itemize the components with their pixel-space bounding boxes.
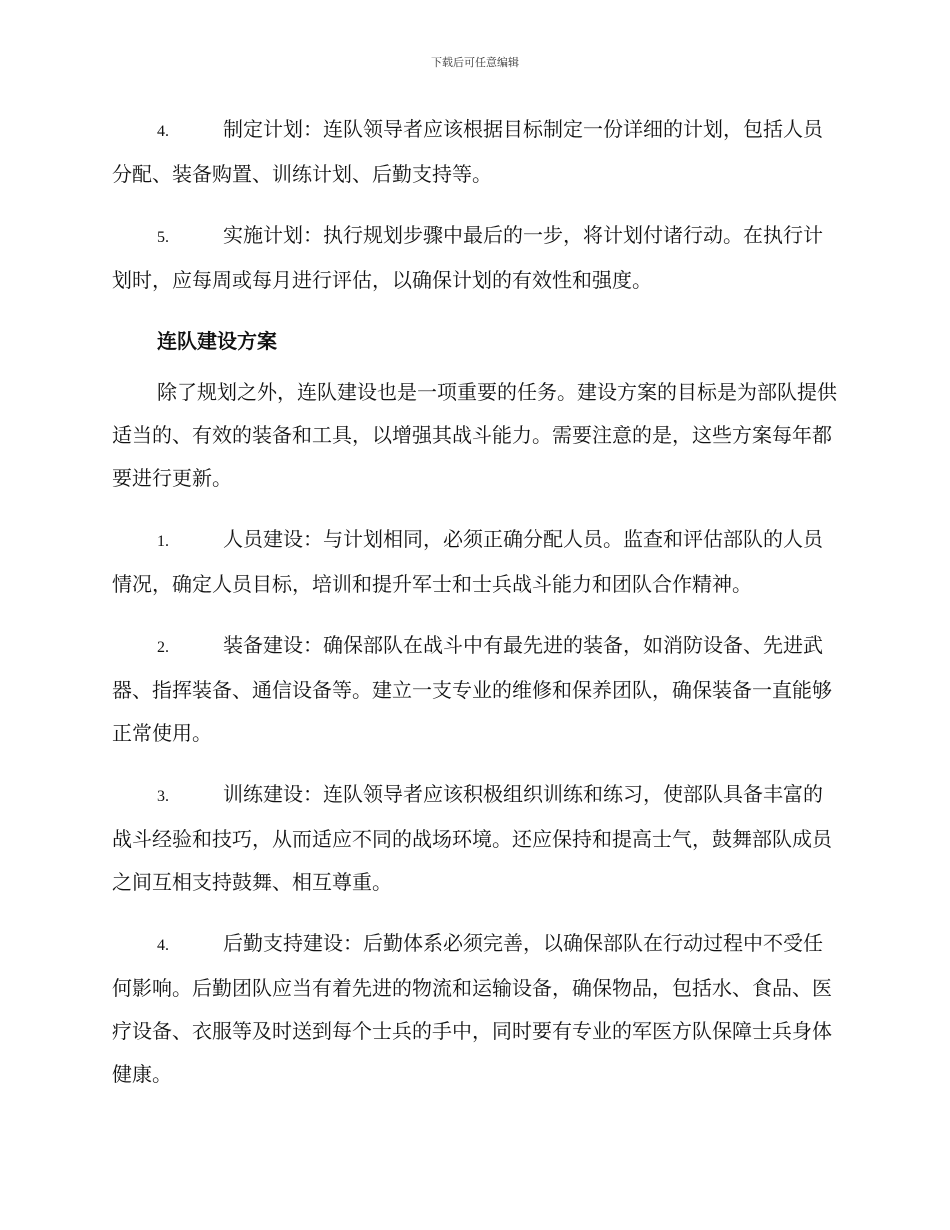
list-item-text: 制定计划：连队领导者应该根据目标制定一份详细的计划，包括人员分配、装备购置、训练计划、后勤支持等。 (112, 117, 823, 186)
list-item-number: 5. (157, 229, 169, 246)
list-item-text: 后勤支持建设：后勤体系必须完善，以确保部队在行动过程中不受任何影响。后勤团队应当有着先进的物流和运输设备，确保物品，包括水、食品、医疗设备、衣服等及时送到每个士兵的手中，同时要有专业的军医方队保障士兵身体健康。 (112, 931, 832, 1086)
list-item (112, 214, 838, 302)
list-item (112, 773, 838, 904)
list-item-number: 4. (157, 937, 169, 954)
list-item-text: 装备建设：确保部队在战斗中有最先进的装备，如消防设备、先进武器、指挥装备、通信设备等。建立一支专业的维修和保养团队，确保装备一直能够正常使用。 (112, 633, 832, 745)
section-intro-paragraph: 除了规划之外，连队建设也是一项重要的任务。建设方案的目标是为部队提供适当的、有效的装备和工具，以增强其战斗能力。需要注意的是，这些方案每年都要进行更新。 (112, 380, 837, 490)
page-header: 下载后可任意编辑 (431, 56, 519, 69)
list-item (112, 922, 838, 1096)
list-item-text: 训练建设：连队领导者应该积极组织训练和练习，使部队具备丰富的战斗经验和技巧，从而适应不同的战场环境。还应保持和提高士气，鼓舞部队成员之间互相支持鼓舞、相互尊重。 (112, 782, 832, 894)
list-item-text: 实施计划：执行规划步骤中最后的一步，将计划付诸行动。在执行计划时，应每周或每月进行评估，以确保计划的有效性和强度。 (112, 223, 823, 292)
list-item-number: 3. (157, 788, 169, 805)
list-item (112, 624, 838, 755)
list-item-number: 1. (157, 533, 169, 550)
list-item (112, 518, 838, 606)
list-item (112, 108, 838, 196)
section-heading: 连队建设方案 (157, 329, 277, 353)
list-item-text: 人员建设：与计划相同，必须正确分配人员。监查和评估部队的人员情况，确定人员目标，培训和提升军士和士兵战斗能力和团队合作精神。 (112, 527, 823, 596)
document-body (112, 108, 838, 1114)
list-item-number: 2. (157, 639, 169, 656)
list-item-number: 4. (157, 123, 169, 140)
